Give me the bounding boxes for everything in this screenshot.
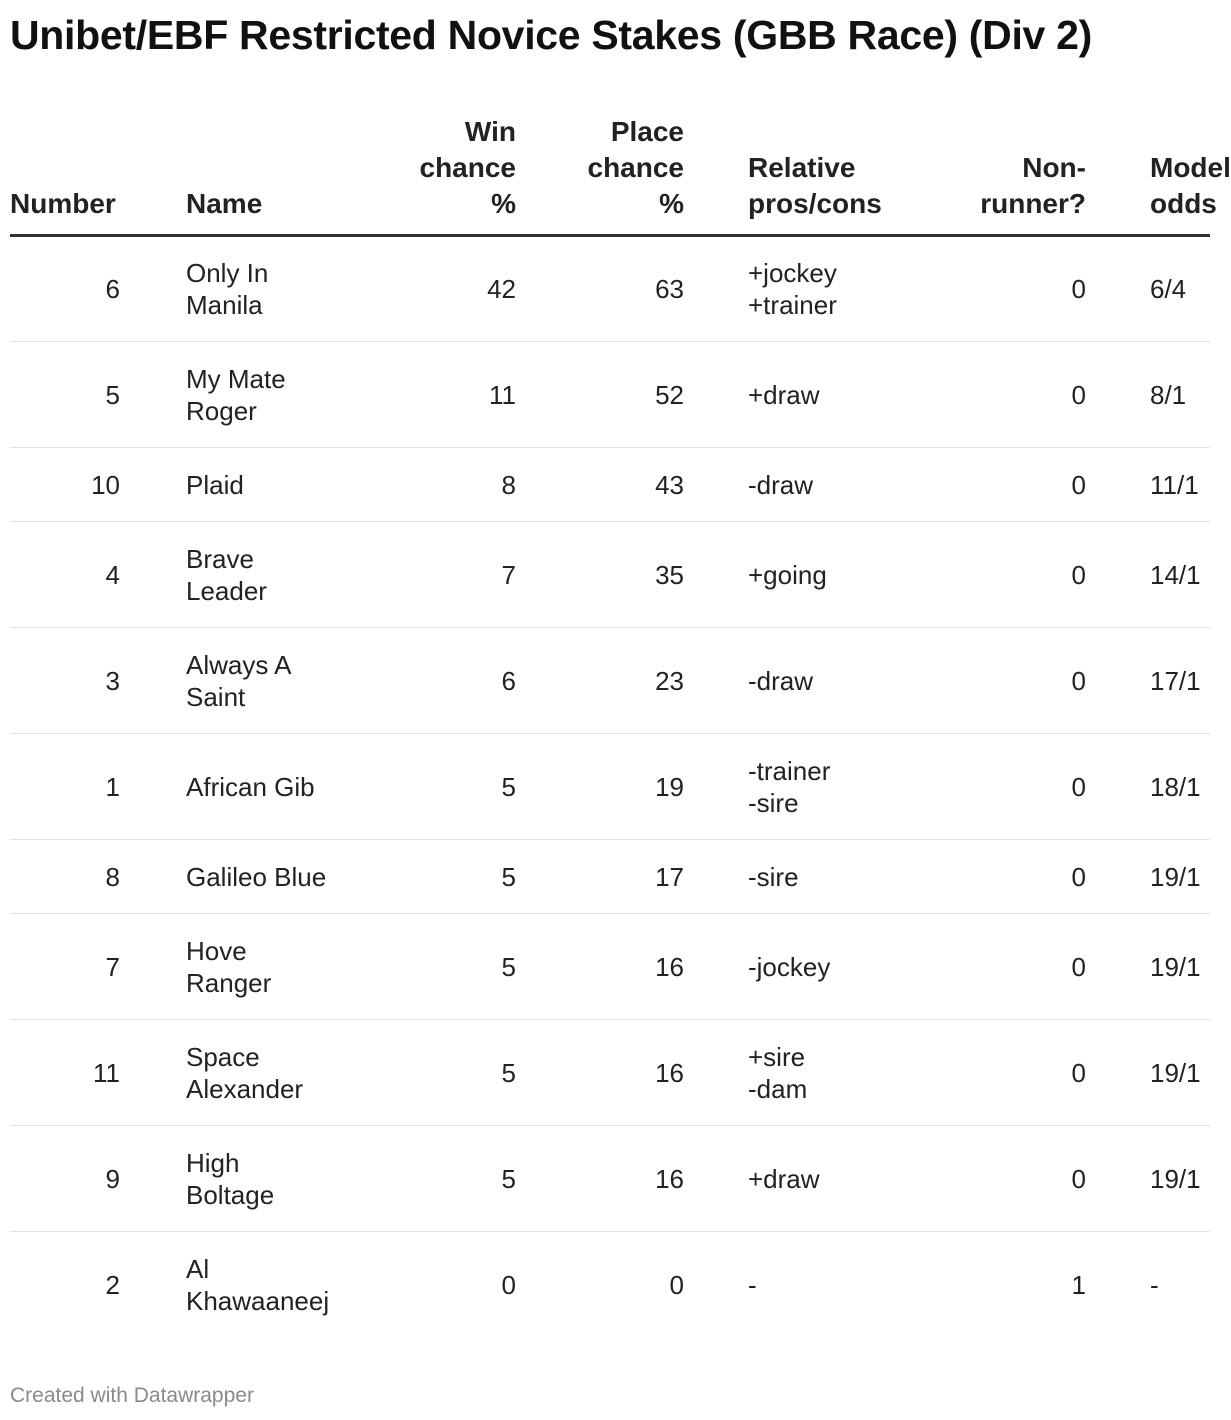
cell-number: 8 [10, 840, 120, 914]
table-row [10, 1232, 1210, 1338]
cell-model-odds: 19/1 [1150, 840, 1210, 914]
cell-pros-cons: -draw [748, 448, 938, 522]
cell-win-chance: 42 [356, 236, 516, 342]
cell-win-chance: 7 [356, 522, 516, 628]
cell-pros-cons: -draw [748, 628, 938, 734]
column-gap [120, 342, 186, 448]
column-gap [684, 914, 748, 1020]
column-header-number: Number [10, 110, 120, 236]
cell-place-chance: 43 [516, 448, 684, 522]
cell-model-odds: - [1150, 1269, 1159, 1300]
cell-pros-cons: +going [748, 522, 938, 628]
table-row [10, 734, 1210, 840]
cell-name: Plaid [186, 448, 356, 522]
column-gap [1086, 448, 1150, 522]
cell-place-chance: 63 [516, 236, 684, 342]
column-gap [684, 110, 748, 236]
column-gap [120, 1126, 186, 1232]
cell-place-chance: 17 [516, 840, 684, 914]
column-gap [684, 840, 748, 914]
cell-number: 9 [10, 1126, 120, 1232]
cell-place-chance: 16 [516, 1020, 684, 1126]
cell-number: 2 [105, 1269, 120, 1300]
column-gap [684, 236, 748, 342]
table-row [10, 914, 1210, 1020]
column-header-nonrunner: Non- runner? [938, 110, 1086, 236]
column-gap [1086, 342, 1150, 448]
column-gap [120, 914, 186, 1020]
cell-model-odds: 6/4 [1150, 236, 1210, 342]
column-gap [120, 734, 186, 840]
cell-model-odds: 19/1 [1150, 1020, 1210, 1126]
table-row [10, 342, 1210, 448]
table-row [10, 236, 1210, 342]
cell-name: Brave Leader [186, 522, 356, 628]
cell-non-runner: 0 [938, 1126, 1086, 1232]
chart-title: Unibet/EBF Restricted Novice Stakes (GBB Race) (Div 2) [10, 12, 1092, 58]
cell-win-chance: 11 [356, 342, 516, 448]
cell-pros-cons: - [748, 1269, 757, 1300]
column-gap [684, 342, 748, 448]
column-gap [120, 1020, 186, 1126]
cell-place-chance: 35 [516, 522, 684, 628]
cell-non-runner: 0 [938, 840, 1086, 914]
column-gap [1086, 522, 1150, 628]
column-gap [684, 1126, 748, 1232]
cell-model-odds: 17/1 [1150, 628, 1210, 734]
column-gap [1086, 110, 1150, 236]
cell-name: Galileo Blue [186, 840, 356, 914]
table-body [10, 236, 1210, 1338]
cell-place-chance: 52 [516, 342, 684, 448]
cell-number: 3 [10, 628, 120, 734]
column-gap [1086, 914, 1150, 1020]
cell-pros-cons: -jockey [748, 914, 938, 1020]
cell-non-runner: 0 [938, 236, 1086, 342]
cell-win-chance: 5 [356, 1126, 516, 1232]
table-row [10, 1126, 1210, 1232]
cell-name: Space Alexander [186, 1020, 356, 1126]
cell-name: African Gib [186, 734, 356, 840]
cell-win-chance: 5 [356, 840, 516, 914]
cell-name: Hove Ranger [186, 914, 356, 1020]
table-row [10, 1020, 1210, 1126]
cell-model-odds: 8/1 [1150, 342, 1210, 448]
cell-name: My Mate Roger [186, 342, 356, 448]
column-gap [1086, 734, 1150, 840]
cell-non-runner: 0 [938, 734, 1086, 840]
column-header-pros: Relative pros/cons [748, 110, 938, 236]
cell-pros-cons: -trainer -sire [748, 734, 938, 840]
cell-pros-cons: +draw [748, 342, 938, 448]
cell-non-runner: 0 [938, 448, 1086, 522]
cell-place-chance: 23 [516, 628, 684, 734]
cell-win-chance: 5 [356, 734, 516, 840]
column-gap [1086, 840, 1150, 914]
column-header-win: Win chance % [356, 110, 516, 236]
column-gap [1086, 236, 1150, 342]
cell-win-chance: 5 [356, 1020, 516, 1126]
cell-win-chance: 5 [356, 914, 516, 1020]
column-header-name: Name [186, 110, 356, 236]
cell-number: 10 [10, 448, 120, 522]
credit-footer: Created with Datawrapper [10, 1384, 254, 1407]
cell-non-runner: 0 [938, 914, 1086, 1020]
cell-number: 6 [10, 236, 120, 342]
header-row [10, 110, 1210, 236]
table-row [10, 840, 1210, 914]
table-row [10, 628, 1210, 734]
cell-name: Al Khawaaneej [186, 1253, 330, 1316]
column-gap [684, 522, 748, 628]
cell-win-chance: 0 [501, 1269, 516, 1300]
column-gap [120, 1232, 186, 1338]
cell-non-runner: 0 [938, 628, 1086, 734]
column-gap [120, 840, 186, 914]
cell-name: High Boltage [186, 1126, 356, 1232]
cell-place-chance: 16 [516, 914, 684, 1020]
cell-number: 11 [10, 1020, 120, 1126]
cell-place-chance: 16 [516, 1126, 684, 1232]
column-gap [684, 448, 748, 522]
column-gap [1086, 1020, 1150, 1126]
cell-non-runner: 1 [1071, 1269, 1086, 1300]
cell-number: 1 [10, 734, 120, 840]
cell-number: 5 [10, 342, 120, 448]
cell-win-chance: 8 [356, 448, 516, 522]
cell-number: 4 [10, 522, 120, 628]
column-gap [120, 522, 186, 628]
cell-model-odds: 11/1 [1150, 448, 1210, 522]
column-gap [1086, 1232, 1150, 1338]
cell-non-runner: 0 [938, 1020, 1086, 1126]
column-gap [120, 110, 186, 236]
cell-place-chance: 19 [516, 734, 684, 840]
column-gap [684, 1232, 748, 1338]
cell-name: Only In Manila [186, 236, 356, 342]
column-header-place: Place chance % [516, 110, 684, 236]
runners-table [10, 110, 1231, 1338]
column-gap [684, 628, 748, 734]
column-gap [120, 448, 186, 522]
cell-pros-cons: +draw [748, 1126, 938, 1232]
column-gap [684, 734, 748, 840]
cell-model-odds: 14/1 [1150, 522, 1210, 628]
table-row [10, 448, 1210, 522]
cell-number: 7 [10, 914, 120, 1020]
table-row [10, 522, 1210, 628]
cell-name: Always A Saint [186, 628, 356, 734]
column-header-odds: Model odds [1150, 110, 1210, 236]
column-gap [120, 628, 186, 734]
column-gap [1086, 628, 1150, 734]
cell-win-chance: 6 [356, 628, 516, 734]
cell-model-odds: 19/1 [1150, 914, 1210, 1020]
cell-pros-cons: +jockey +trainer [748, 236, 938, 342]
cell-model-odds: 19/1 [1150, 1126, 1210, 1232]
cell-non-runner: 0 [938, 342, 1086, 448]
column-gap [684, 1020, 748, 1126]
cell-model-odds: 18/1 [1150, 734, 1210, 840]
cell-place-chance: 0 [669, 1269, 684, 1300]
column-gap [120, 236, 186, 342]
cell-pros-cons: +sire -dam [748, 1020, 938, 1126]
cell-non-runner: 0 [938, 522, 1086, 628]
cell-pros-cons: -sire [748, 840, 938, 914]
column-gap [1086, 1126, 1150, 1232]
